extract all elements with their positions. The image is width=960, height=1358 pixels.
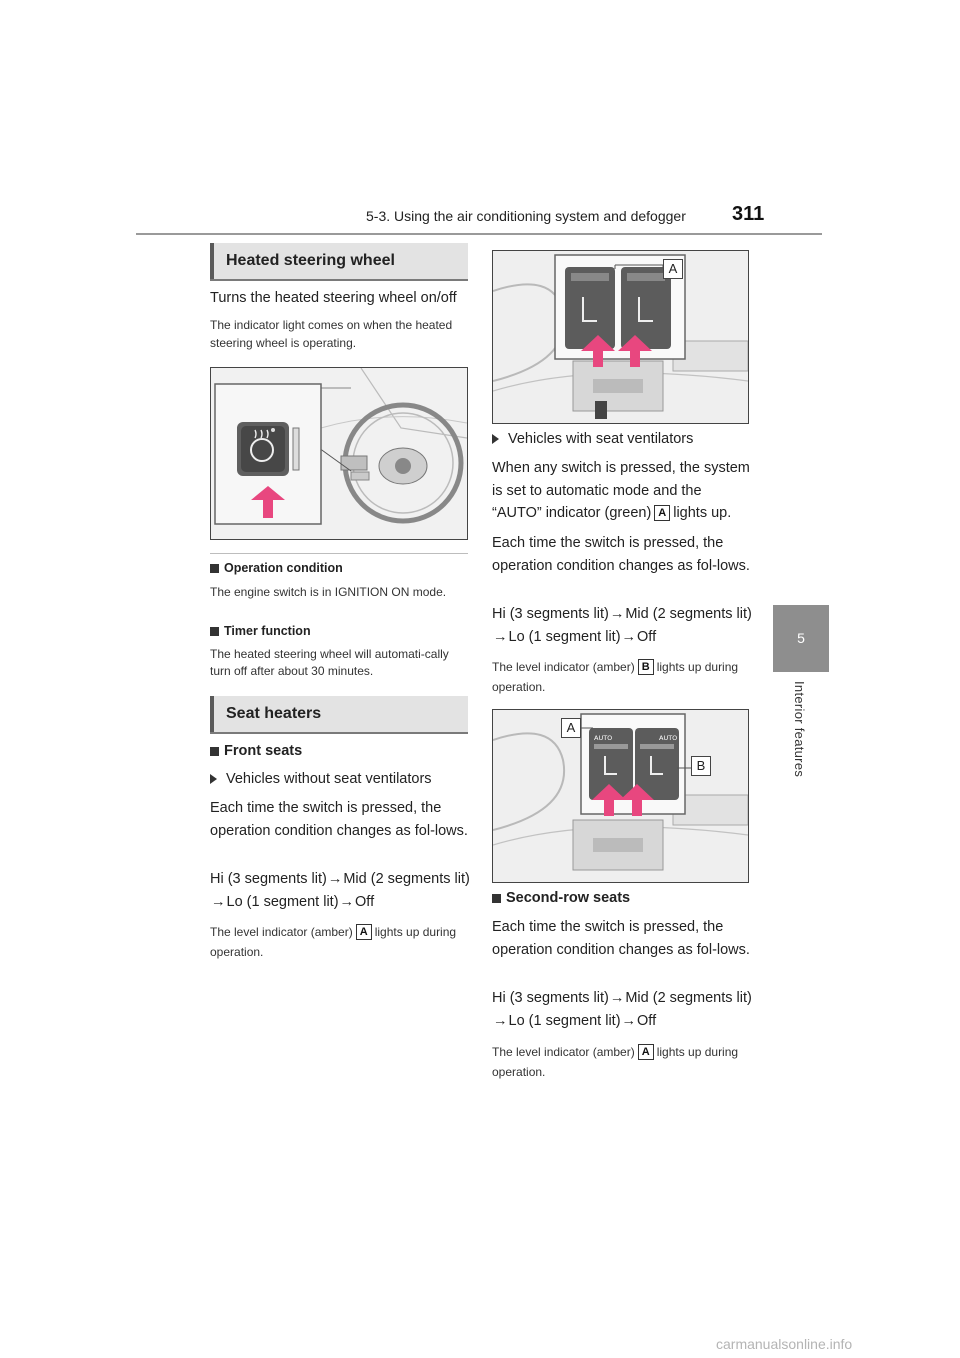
triangle-bullet-icon — [492, 434, 499, 444]
level-indicator-front: The level indicator (amber) A lights up during operation. — [210, 925, 457, 959]
watermark: carmanualsonline.info — [716, 1336, 853, 1352]
switch-text-front: Each time the switch is pressed, the operation condition changes as fol-lows. — [210, 800, 468, 839]
square-bullet-icon — [210, 747, 219, 756]
arrow-right-icon: → — [493, 1012, 508, 1029]
chapter-label: Interior features — [792, 681, 807, 778]
callout-badge: A — [654, 505, 670, 521]
figure1-label-a: A — [663, 259, 683, 279]
sequence-second-row: Hi (3 segments lit)→Mid (2 segments lit)→Lo (1 segment lit)→Off — [492, 987, 757, 1032]
callout-badge: B — [638, 659, 654, 675]
auto-tag-left: AUTO — [594, 734, 613, 742]
arrow-right-icon: → — [493, 628, 508, 645]
front-seats-heading: Front seats — [210, 740, 302, 763]
section-title: 5-3. Using the air conditioning system and defogger — [366, 208, 686, 224]
seat-switch-illustration-2 — [493, 710, 748, 882]
chapter-tab — [773, 605, 829, 672]
arrow-right-icon: → — [211, 893, 226, 910]
with-ventilators-label: Vehicles with seat ventilators — [492, 428, 693, 451]
section-heading-seat-heaters: Seat heaters — [210, 696, 468, 732]
figure2-label-b: B — [691, 756, 711, 776]
switch-text-vent: Each time the switch is pressed, the operation condition changes as fol-lows. — [492, 535, 750, 574]
operation-condition-heading: Operation condition — [210, 561, 343, 575]
triangle-bullet-icon — [210, 774, 217, 784]
auto-mode-text: When any switch is pressed, the system is set to automatic mode and the “AUTO” indicator (green) A lights up. — [492, 460, 750, 521]
sequence-vent: Hi (3 segments lit)→Mid (2 segments lit)→Lo (1 segment lit)→Off — [492, 603, 757, 648]
steering-intro: Turns the heated steering wheel on/off — [210, 290, 457, 306]
divider-rule — [210, 553, 468, 554]
arrow-right-icon: → — [609, 990, 625, 1006]
seat-switch-figure-2 — [492, 709, 749, 883]
timer-function-heading: Timer function — [210, 624, 311, 638]
square-bullet-icon — [210, 627, 219, 636]
seat-switch-figure-1 — [492, 250, 749, 424]
operation-condition-text: The engine switch is in IGNITION ON mode. — [210, 585, 447, 599]
second-row-heading: Second-row seats — [492, 887, 630, 910]
auto-tag-right: AUTO — [659, 734, 678, 742]
header-rule — [136, 233, 822, 235]
page-number: 311 — [732, 203, 765, 225]
switch-text-second-row: Each time the switch is pressed, the operation condition changes as fol-lows. — [492, 919, 750, 958]
callout-badge: A — [356, 924, 372, 940]
seat-switch-illustration-1 — [493, 251, 748, 423]
sequence-front: Hi (3 segments lit)→Mid (2 segments lit)→Lo (1 segment lit)→Off — [210, 868, 475, 913]
without-ventilators-label: Vehicles without seat ventilators — [210, 768, 432, 791]
timer-function-text: The heated steering wheel will automati-cally turn off after about 30 minutes. — [210, 647, 449, 678]
section-heading-heated-steering: Heated steering wheel — [210, 243, 468, 279]
square-bullet-icon — [492, 894, 501, 903]
steering-note: The indicator light comes on when the heated steering wheel is operating. — [210, 318, 453, 350]
square-bullet-icon — [210, 564, 219, 573]
chapter-number: 5 — [797, 630, 805, 646]
figure2-label-a: A — [561, 718, 581, 738]
arrow-right-icon: → — [621, 1012, 637, 1029]
arrow-right-icon: → — [621, 628, 637, 645]
arrow-right-icon: → — [339, 893, 355, 910]
callout-badge: A — [638, 1044, 654, 1060]
steering-wheel-illustration — [211, 368, 467, 539]
level-indicator-second-row: The level indicator (amber) A lights up during operation. — [492, 1045, 739, 1079]
arrow-right-icon: → — [609, 606, 625, 622]
level-indicator-vent: The level indicator (amber) B lights up during operation. — [492, 660, 739, 694]
steering-wheel-figure — [210, 367, 468, 540]
arrow-right-icon: → — [327, 871, 343, 887]
